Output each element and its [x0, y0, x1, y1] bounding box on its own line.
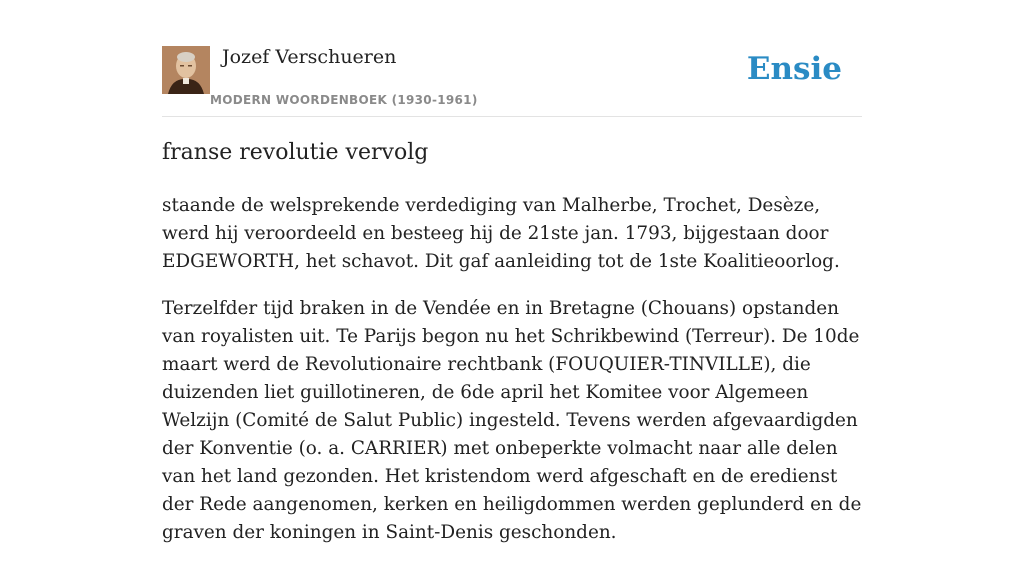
article-paragraph: Terzelfder tijd braken in de Vendée en in Bretagne (Chouans) opstanden van royalisten uit. Te Parijs begon nu het Schrikbewind (Terreur). De 10de maart werd de Revolutionaire rechtbank (FOUQUIER-TINVILLE), die duizenden liet guillotineren, de 6de april het Komitee voor Algemeen Welzijn (Comité de Salut Public) ingesteld. Tevens werden afgevaardigden der Konventie (o. a. CARRIER) met onbeperkte volmacht naar alle delen van het land gezonden. Het kristendom werd afgeschaft en de eredienst der Rede aangenomen, kerken en heiligdommen werden geplunderd en de graven der koningen in Saint-Denis geschonden. — [162, 298, 862, 543]
header — [162, 0, 862, 117]
page — [162, 0, 862, 543]
source-label[interactable]: MODERN WOORDENBOEK (1930-1961) — [210, 93, 478, 107]
article-paragraph: staande de welsprekende verdediging van Malherbe, Trochet, Desèze, werd hij veroordeeld en besteeg hij de 21ste jan. 1793, bijgestaan door EDGEWORTH, het schavot. Dit gaf aanleiding tot de 1ste Koalitieoorlog. — [162, 195, 840, 272]
author-name[interactable]: Jozef Verschueren — [222, 46, 397, 68]
portrait-photo-icon — [162, 46, 210, 94]
brand-logo[interactable]: Ensie — [746, 51, 842, 87]
author-avatar[interactable] — [162, 46, 210, 94]
article-body — [162, 192, 862, 566]
article-title: franse revolutie vervolg — [162, 140, 429, 165]
